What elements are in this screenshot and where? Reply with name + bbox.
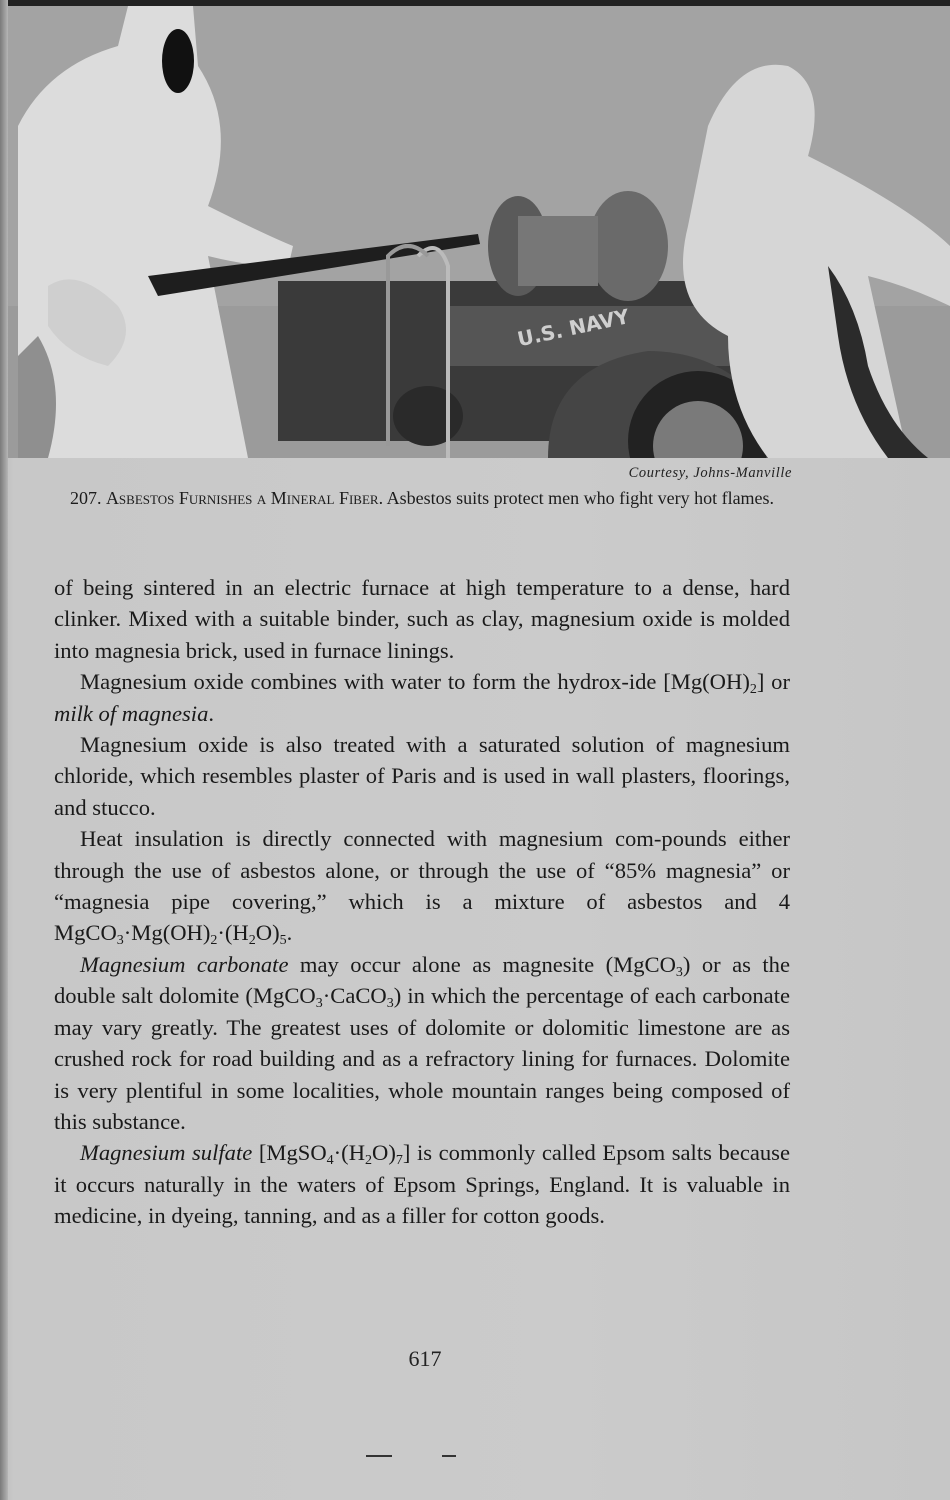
text-run: [MgSO bbox=[252, 1140, 327, 1166]
print-marks bbox=[362, 1452, 462, 1462]
reel-disc-right bbox=[588, 191, 668, 301]
asbestos-suits-photo bbox=[8, 6, 950, 458]
subscript: 2 bbox=[210, 933, 218, 949]
text-run: . bbox=[286, 920, 293, 946]
subscript: 7 bbox=[395, 1153, 403, 1169]
subscript: 2 bbox=[248, 933, 256, 949]
subscript: 3 bbox=[315, 996, 323, 1012]
text-run: Magnesium oxide combines with water to form the hydrox-ide [Mg(OH) bbox=[80, 669, 750, 695]
paragraph-sulfate bbox=[54, 1137, 790, 1231]
text-run: ) or as the double salt dolomite (MgCO bbox=[54, 951, 790, 1009]
subscript: 5 bbox=[279, 933, 287, 949]
body-text bbox=[54, 572, 790, 1232]
cart-lettering: U.S. NAVY bbox=[515, 304, 632, 352]
figure-photo bbox=[8, 6, 950, 458]
photo-credit: Courtesy, Johns-Manville bbox=[628, 465, 792, 481]
subscript: 3 bbox=[675, 964, 683, 980]
print-mark bbox=[442, 1455, 456, 1457]
text-run: O) bbox=[372, 1140, 396, 1166]
text-run: ·(H bbox=[333, 1140, 366, 1166]
page-number: 617 bbox=[408, 1346, 442, 1371]
figure-caption-text: Asbestos suits protect men who fight very hot flames. bbox=[386, 488, 775, 508]
text-run: O) bbox=[255, 920, 280, 946]
text-run: ·CaCO bbox=[322, 983, 387, 1009]
text-run: . bbox=[208, 700, 215, 726]
text-run: ·(H bbox=[217, 920, 249, 946]
page-binding-edge bbox=[0, 0, 8, 1500]
text-run: ) in which the percentage of each carbonate may vary greatly. The greatest uses of dolomite or dolomitic limestone are as crushed rock for road building and as a refractory lining for furnaces. Dolomite is very plentiful in some localities, whole mountain ranges being composed of this substance. bbox=[54, 983, 791, 1134]
subscript: 3 bbox=[386, 996, 394, 1012]
figure-number: 207. bbox=[69, 488, 102, 508]
subscript: 2 bbox=[365, 1153, 373, 1169]
paragraph-carbonate bbox=[54, 949, 790, 1137]
subscript: 2 bbox=[749, 682, 757, 698]
subscript: 4 bbox=[326, 1153, 334, 1169]
text-run: ] or bbox=[756, 669, 791, 695]
italic-term: Magnesium sulfate bbox=[80, 1140, 253, 1166]
text-run: may occur alone as magnesite (MgCO bbox=[288, 951, 676, 977]
figure-title: Asbestos Furnishes a Mineral Fiber. bbox=[105, 488, 384, 508]
subscript: 3 bbox=[116, 933, 124, 949]
italic-term: Magnesium carbonate bbox=[80, 951, 289, 977]
italic-term: milk of magnesia bbox=[54, 700, 209, 726]
small-wheel bbox=[393, 386, 463, 446]
figure-caption bbox=[52, 486, 792, 510]
text-run: Heat insulation is directly connected with magnesium com-pounds either through the use of asbestos alone, or through the use of “85% magnesia” or “magnesia pipe covering,” which is a mixture of asbestos and 4 MgCO bbox=[54, 826, 790, 946]
text-run: ·Mg(OH) bbox=[123, 920, 211, 946]
paragraph-hydroxide bbox=[54, 666, 790, 729]
paragraph-continuation: of being sintered in an electric furnace at high temperature to a dense, hard clinker. Mixed with a suitable binder, such as clay, magnesium oxide is molded into magnesia brick, used in furnace linings. bbox=[54, 575, 790, 663]
hood-visor bbox=[162, 29, 194, 93]
paragraph-chloride: Magnesium oxide is also treated with a saturated solution of magnesium chloride, which resembles plaster of Paris and is used in wall plasters, floorings, and stucco. bbox=[54, 732, 790, 820]
paragraph-insulation bbox=[54, 823, 790, 949]
print-mark bbox=[366, 1455, 392, 1457]
text-run: ] is commonly called Epsom salts because it occurs naturally in the waters of Epsom Springs, England. It is valuable in medicine, in dyeing, tanning, and as a filler for cotton goods. bbox=[54, 1140, 790, 1229]
